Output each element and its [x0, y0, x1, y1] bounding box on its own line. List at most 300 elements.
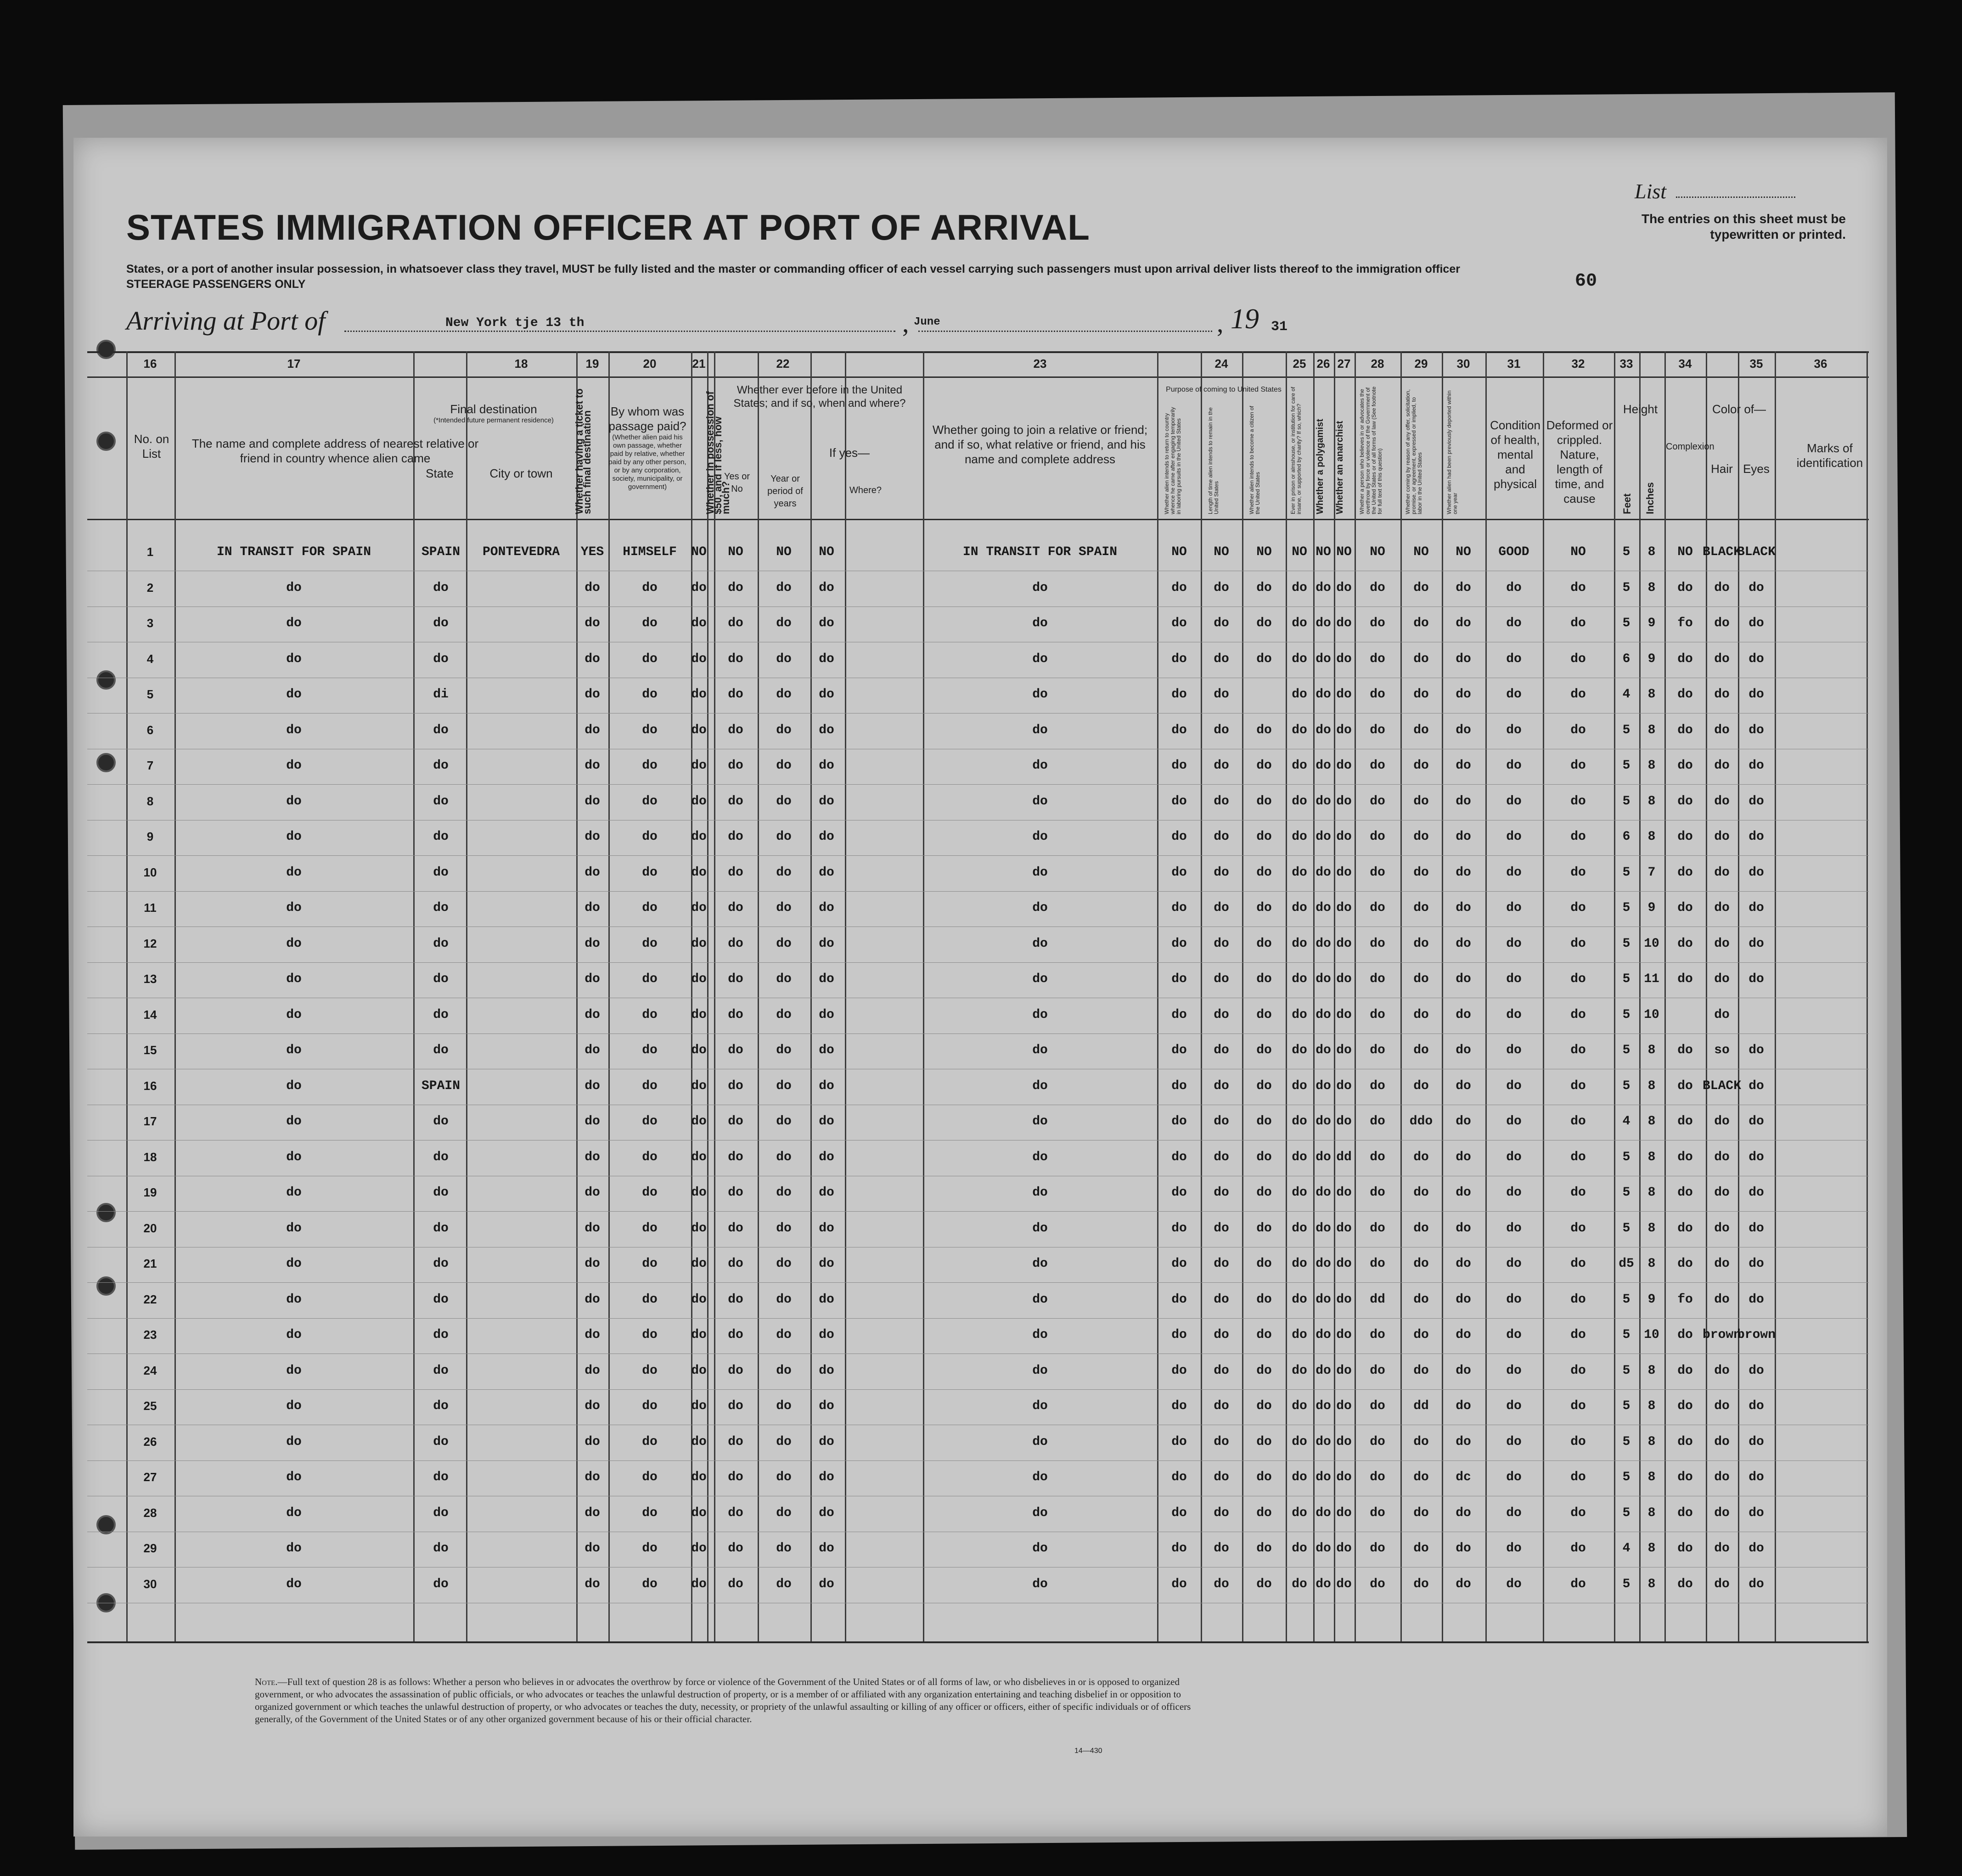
cell-overthrow: do — [1370, 1007, 1385, 1022]
cell-nearest-relative: do — [286, 1328, 302, 1342]
cell-deformed: do — [1570, 1185, 1586, 1200]
binder-hole — [96, 670, 116, 690]
cell-complexion: do — [1677, 865, 1693, 880]
page-title: STATES IMMIGRATION OFFICER AT PORT OF ARRIVAL — [126, 207, 1090, 247]
cell-deported: do — [1456, 1007, 1471, 1022]
cell-where: do — [819, 936, 834, 951]
cell-anarchist: do — [1336, 1078, 1352, 1093]
cell-nearest-relative: do — [286, 758, 302, 773]
cell-height-feet: 5 — [1622, 1150, 1630, 1164]
cell-row-number: 16 — [143, 1078, 157, 1093]
header-complexion: Complexion — [1666, 442, 1715, 452]
cell-deported: do — [1456, 1114, 1471, 1129]
cell-ever-before: do — [728, 1114, 743, 1129]
column-rule — [707, 351, 708, 1641]
cell-prison: do — [1292, 1328, 1307, 1342]
cell-hair-color: do — [1714, 936, 1730, 951]
cell-where: do — [819, 616, 834, 630]
cell-hair-color: do — [1714, 1505, 1730, 1520]
column-rule — [845, 351, 846, 1641]
cell-row-number: 30 — [143, 1577, 157, 1591]
header-deported: Whether alien had been previously deported within one year — [1446, 390, 1458, 514]
cell-money: do — [691, 936, 707, 951]
cell-where: do — [819, 1150, 834, 1164]
cell-where: do — [819, 794, 834, 809]
cell-purpose-return: do — [1171, 1434, 1187, 1449]
cell-prison: do — [1292, 687, 1307, 702]
cell-year-period: do — [776, 758, 792, 773]
cell-height-inches: 8 — [1647, 1399, 1656, 1413]
cell-deformed: do — [1570, 723, 1586, 737]
cell-polygamist: do — [1315, 1363, 1331, 1378]
cell-purpose-length: do — [1214, 1399, 1229, 1413]
cell-health: do — [1506, 865, 1522, 880]
cell-labor-offer: do — [1413, 1434, 1429, 1449]
cell-deformed: do — [1570, 901, 1586, 915]
cell-complexion: do — [1677, 687, 1693, 702]
binder-hole — [96, 1593, 116, 1612]
cell-deported: do — [1456, 1292, 1471, 1307]
comma: , — [902, 308, 909, 338]
cell-deformed: do — [1570, 865, 1586, 880]
cell-overthrow: do — [1370, 936, 1385, 951]
cell-height-inches: 8 — [1647, 1150, 1656, 1164]
cell-nearest-relative: do — [286, 972, 302, 986]
binder-hole — [96, 1203, 116, 1222]
cell-passage-paid-by: do — [642, 1007, 658, 1022]
cell-deported: do — [1456, 936, 1471, 951]
cell-where: do — [819, 580, 834, 595]
cell-purpose-citizen: do — [1256, 1007, 1272, 1022]
cell-labor-offer: do — [1413, 901, 1429, 915]
cell-height-feet: 5 — [1622, 1185, 1630, 1200]
cell-purpose-citizen: do — [1256, 758, 1272, 773]
cell-labor-offer: do — [1413, 865, 1429, 880]
cell-ticket: do — [585, 1470, 600, 1484]
cell-polygamist: do — [1315, 1399, 1331, 1413]
cell-height-inches: 8 — [1647, 1470, 1656, 1484]
cell-join-relative: do — [1032, 1541, 1048, 1556]
cell-height-inches: 8 — [1647, 687, 1656, 702]
cell-complexion: do — [1677, 1541, 1693, 1556]
column-number: 25 — [1293, 357, 1306, 371]
header-overthrow: Whether a person who believes in or advocates the overthrow by force or violence of the Government of the United States or of all forms of law (See footnote for full text of this question) — [1359, 386, 1383, 514]
cell-polygamist: do — [1315, 1150, 1331, 1164]
cell-eye-color: do — [1748, 723, 1764, 737]
cell-hair-color: do — [1714, 865, 1730, 880]
cell-health: do — [1506, 723, 1522, 737]
cell-health: do — [1506, 901, 1522, 915]
row-rule — [87, 784, 1869, 785]
cell-health: do — [1506, 758, 1522, 773]
cell-passage-paid-by: do — [642, 1434, 658, 1449]
cell-height-feet: 5 — [1622, 1363, 1630, 1378]
cell-ticket: do — [585, 901, 600, 915]
column-rule — [1355, 351, 1356, 1641]
cell-passage-paid-by: do — [642, 652, 658, 666]
cell-hair-color: BLACK — [1702, 1078, 1742, 1093]
cell-ticket: do — [585, 1257, 600, 1271]
cell-height-feet: 6 — [1622, 652, 1630, 666]
cell-destination-state: di — [433, 687, 449, 702]
cell-labor-offer: do — [1413, 794, 1429, 809]
cell-labor-offer: do — [1413, 723, 1429, 737]
cell-destination-state: do — [433, 794, 449, 809]
cell-purpose-return: NO — [1171, 545, 1187, 559]
cell-deformed: do — [1570, 1114, 1586, 1129]
cell-hair-color: BLACK — [1702, 545, 1742, 559]
header-ever-before: Whether ever before in the United States; and if so, when and where? — [733, 384, 906, 410]
cell-purpose-length: do — [1214, 1185, 1229, 1200]
cell-money: do — [691, 687, 707, 702]
cell-prison: do — [1292, 616, 1307, 630]
cell-year-period: do — [776, 901, 792, 915]
cell-height-feet: 5 — [1622, 901, 1630, 915]
cell-eye-color: do — [1748, 1150, 1764, 1164]
cell-year-period: do — [776, 1292, 792, 1307]
cell-health: do — [1506, 1399, 1522, 1413]
cell-money: do — [691, 1292, 707, 1307]
cell-height-inches: 9 — [1647, 616, 1656, 630]
cell-eye-color: brown — [1737, 1328, 1776, 1342]
cell-health: do — [1506, 972, 1522, 986]
cell-money: do — [691, 901, 707, 915]
cell-purpose-return: do — [1171, 1363, 1187, 1378]
cell-ever-before: do — [728, 1541, 743, 1556]
column-rule — [1664, 351, 1666, 1641]
cell-eye-color: do — [1748, 1434, 1764, 1449]
cell-passage-paid-by: do — [642, 1043, 658, 1057]
cell-eye-color: do — [1748, 794, 1764, 809]
cell-ever-before: do — [728, 1185, 743, 1200]
header-ticket: Whether having a ticket to such final destination — [573, 388, 593, 514]
cell-ticket: do — [585, 1399, 600, 1413]
cell-labor-offer: do — [1413, 1470, 1429, 1484]
cell-purpose-length: do — [1214, 1114, 1229, 1129]
cell-labor-offer: do — [1413, 1221, 1429, 1236]
cell-ticket: do — [585, 1150, 600, 1164]
header-passage-paid — [606, 404, 689, 491]
cell-purpose-citizen: do — [1256, 1185, 1272, 1200]
cell-where: do — [819, 1078, 834, 1093]
cell-year-period: do — [776, 1505, 792, 1520]
cell-row-number: 23 — [143, 1328, 157, 1342]
cell-money: do — [691, 723, 707, 737]
cell-health: do — [1506, 1007, 1522, 1022]
cell-ticket: do — [585, 652, 600, 666]
cell-join-relative: do — [1032, 1043, 1048, 1057]
cell-health: do — [1506, 580, 1522, 595]
cell-money: do — [691, 1434, 707, 1449]
cell-hair-color: do — [1714, 1399, 1730, 1413]
cell-purpose-return: do — [1171, 1399, 1187, 1413]
cell-join-relative: do — [1032, 901, 1048, 915]
column-rule — [1201, 351, 1202, 1641]
cell-destination-state: do — [433, 1363, 449, 1378]
column-rule — [174, 351, 176, 1641]
cell-anarchist: do — [1336, 1363, 1352, 1378]
cell-purpose-return: do — [1171, 794, 1187, 809]
cell-deformed: do — [1570, 1257, 1586, 1271]
cell-year-period: do — [776, 1078, 792, 1093]
cell-ticket: do — [585, 1043, 600, 1057]
cell-destination-state: SPAIN — [421, 1078, 461, 1093]
cell-ticket: do — [585, 794, 600, 809]
cell-health: do — [1506, 1150, 1522, 1164]
cell-overthrow: do — [1370, 972, 1385, 986]
cell-passage-paid-by: do — [642, 1399, 658, 1413]
cell-purpose-citizen: NO — [1256, 545, 1272, 559]
cell-prison: do — [1292, 1399, 1307, 1413]
cell-destination-state: do — [433, 758, 449, 773]
cell-complexion: do — [1677, 972, 1693, 986]
cell-deformed: do — [1570, 972, 1586, 986]
cell-destination-state: SPAIN — [421, 545, 461, 559]
cell-height-feet: 4 — [1622, 1541, 1630, 1556]
cell-passage-paid-by: do — [642, 972, 658, 986]
cell-ever-before: do — [728, 1577, 743, 1591]
cell-anarchist: do — [1336, 758, 1352, 773]
cell-health: do — [1506, 616, 1522, 630]
cell-deported: do — [1456, 1399, 1471, 1413]
row-rule — [87, 1282, 1869, 1283]
cell-ever-before: do — [728, 758, 743, 773]
cell-purpose-return: do — [1171, 1043, 1187, 1057]
cell-destination-state: do — [433, 652, 449, 666]
cell-row-number: 6 — [146, 723, 154, 737]
cell-join-relative: do — [1032, 652, 1048, 666]
cell-health: do — [1506, 936, 1522, 951]
cell-eye-color: do — [1748, 830, 1764, 844]
cell-overthrow: do — [1370, 580, 1385, 595]
cell-join-relative: do — [1032, 1221, 1048, 1236]
cell-deformed: do — [1570, 1078, 1586, 1093]
cell-ever-before: do — [728, 1328, 743, 1342]
cell-polygamist: do — [1315, 1434, 1331, 1449]
cell-destination-state: do — [433, 1150, 449, 1164]
cell-join-relative: do — [1032, 1399, 1048, 1413]
cell-deported: dc — [1456, 1470, 1471, 1484]
cell-ticket: do — [585, 1328, 600, 1342]
cell-height-feet: 5 — [1622, 1221, 1630, 1236]
cell-ticket: do — [585, 1363, 600, 1378]
cell-prison: do — [1292, 1257, 1307, 1271]
cell-hair-color: do — [1714, 1114, 1730, 1129]
cell-join-relative: do — [1032, 1185, 1048, 1200]
cell-ticket: do — [585, 1292, 600, 1307]
cell-complexion: do — [1677, 723, 1693, 737]
cell-nearest-relative: IN TRANSIT FOR SPAIN — [216, 545, 371, 559]
cell-where: do — [819, 1292, 834, 1307]
cell-complexion: do — [1677, 1257, 1693, 1271]
cell-eye-color: do — [1748, 1257, 1764, 1271]
cell-money: do — [691, 1185, 707, 1200]
header-no-on-list: No. on List — [134, 432, 169, 461]
cell-join-relative: do — [1032, 1007, 1048, 1022]
cell-row-number: 22 — [143, 1292, 157, 1306]
cell-nearest-relative: do — [286, 687, 302, 702]
cell-height-inches: 8 — [1647, 1541, 1656, 1556]
cell-labor-offer: do — [1413, 758, 1429, 773]
cell-passage-paid-by: do — [642, 865, 658, 880]
cell-height-feet: 5 — [1622, 580, 1630, 595]
cell-polygamist: do — [1315, 1043, 1331, 1057]
row-rule — [87, 1460, 1869, 1461]
cell-ever-before: do — [728, 865, 743, 880]
cell-ever-before: do — [728, 972, 743, 986]
cell-destination-city: PONTEVEDRA — [482, 545, 560, 559]
cell-overthrow: dd — [1370, 1292, 1385, 1307]
cell-purpose-citizen: do — [1256, 1292, 1272, 1307]
cell-hair-color: do — [1714, 794, 1730, 809]
cell-purpose-return: do — [1171, 1577, 1187, 1591]
cell-year-period: do — [776, 1114, 792, 1129]
cell-year-period: do — [776, 794, 792, 809]
cell-where: do — [819, 1363, 834, 1378]
cell-ever-before: do — [728, 616, 743, 630]
column-number: 34 — [1678, 357, 1692, 371]
cell-prison: do — [1292, 1505, 1307, 1520]
cell-where: do — [819, 972, 834, 986]
cell-deformed: do — [1570, 1470, 1586, 1484]
cell-polygamist: do — [1315, 1541, 1331, 1556]
cell-passage-paid-by: do — [642, 794, 658, 809]
cell-eye-color: do — [1748, 1221, 1764, 1236]
header-polygamist: Whether a polygamist — [1315, 419, 1325, 514]
cell-overthrow: do — [1370, 616, 1385, 630]
cell-health: do — [1506, 1470, 1522, 1484]
column-number: 19 — [585, 357, 599, 371]
cell-passage-paid-by: do — [642, 1257, 658, 1271]
cell-height-inches: 7 — [1647, 865, 1656, 880]
cell-height-inches: 8 — [1647, 794, 1656, 809]
header-nearest-relative: The name and complete address of nearest relative or friend in country whence alien came — [191, 437, 479, 465]
cell-health: do — [1506, 1114, 1522, 1129]
cell-complexion: do — [1677, 1221, 1693, 1236]
cell-deported: do — [1456, 901, 1471, 915]
cell-where: do — [819, 1221, 834, 1236]
cell-height-inches: 8 — [1647, 1185, 1656, 1200]
cell-labor-offer: do — [1413, 1577, 1429, 1591]
cell-overthrow: do — [1370, 1221, 1385, 1236]
column-rule — [1242, 351, 1243, 1641]
cell-join-relative: do — [1032, 723, 1048, 737]
cell-prison: do — [1292, 1078, 1307, 1093]
cell-passage-paid-by: do — [642, 1221, 658, 1236]
cell-purpose-return: do — [1171, 580, 1187, 595]
cell-nearest-relative: do — [286, 1470, 302, 1484]
cell-join-relative: IN TRANSIT FOR SPAIN — [962, 545, 1118, 559]
cell-nearest-relative: do — [286, 901, 302, 915]
cell-passage-paid-by: do — [642, 1150, 658, 1164]
cell-complexion: do — [1677, 901, 1693, 915]
form-number: 14—430 — [1074, 1747, 1102, 1755]
cell-health: GOOD — [1498, 545, 1529, 559]
cell-eye-color: do — [1748, 1470, 1764, 1484]
cell-ticket: do — [585, 1078, 600, 1093]
column-number: 36 — [1814, 357, 1827, 371]
cell-nearest-relative: do — [286, 580, 302, 595]
cell-money: do — [691, 1221, 707, 1236]
cell-ticket: do — [585, 1577, 600, 1591]
column-number: 35 — [1749, 357, 1763, 371]
cell-eye-color: do — [1748, 758, 1764, 773]
cell-year-period: do — [776, 1399, 792, 1413]
cell-ticket: do — [585, 936, 600, 951]
cell-ticket: do — [585, 758, 600, 773]
cell-destination-state: do — [433, 1221, 449, 1236]
cell-hair-color: do — [1714, 1185, 1730, 1200]
cell-money: do — [691, 1363, 707, 1378]
cell-year-period: do — [776, 1150, 792, 1164]
cell-labor-offer: do — [1413, 652, 1429, 666]
cell-hair-color: do — [1714, 972, 1730, 986]
cell-anarchist: do — [1336, 1185, 1352, 1200]
year-prefix: 19 — [1231, 303, 1259, 335]
cell-polygamist: do — [1315, 1114, 1331, 1129]
cell-prison: do — [1292, 580, 1307, 595]
cell-purpose-citizen: do — [1256, 1078, 1272, 1093]
cell-deported: do — [1456, 1150, 1471, 1164]
cell-year-period: do — [776, 936, 792, 951]
cell-ever-before: do — [728, 1505, 743, 1520]
footnote — [255, 1676, 1219, 1725]
cell-prison: do — [1292, 1043, 1307, 1057]
column-number: 26 — [1316, 357, 1330, 371]
header-city: City or town — [489, 466, 553, 480]
cell-complexion: do — [1677, 1185, 1693, 1200]
column-rule — [758, 351, 759, 1641]
cell-nearest-relative: do — [286, 1399, 302, 1413]
passage-paid-note: (Whether alien paid his own passage, whether paid by relative, whether paid by any other person, or by any corporation, society, municipality, or government) — [608, 433, 686, 491]
cell-eye-color: do — [1748, 901, 1764, 915]
cell-eye-color: do — [1748, 1078, 1764, 1093]
column-number: 20 — [643, 357, 657, 371]
cell-height-inches: 8 — [1647, 1505, 1656, 1520]
cell-anarchist: do — [1336, 936, 1352, 951]
cell-purpose-citizen: do — [1256, 1505, 1272, 1520]
cell-prison: do — [1292, 972, 1307, 986]
cell-purpose-return: do — [1171, 1505, 1187, 1520]
cell-passage-paid-by: do — [642, 1328, 658, 1342]
cell-polygamist: do — [1315, 1185, 1331, 1200]
cell-purpose-return: do — [1171, 1221, 1187, 1236]
cell-hair-color: do — [1714, 580, 1730, 595]
binder-hole — [96, 753, 116, 772]
cell-height-feet: 5 — [1622, 794, 1630, 809]
cell-destination-state: do — [433, 1470, 449, 1484]
cell-passage-paid-by: do — [642, 580, 658, 595]
cell-deformed: do — [1570, 580, 1586, 595]
cell-join-relative: do — [1032, 1292, 1048, 1307]
cell-where: do — [819, 1328, 834, 1342]
cell-ticket: do — [585, 1185, 600, 1200]
cell-overthrow: do — [1370, 1257, 1385, 1271]
cell-polygamist: do — [1315, 687, 1331, 702]
cell-row-number: 28 — [143, 1505, 157, 1520]
cell-deported: do — [1456, 865, 1471, 880]
cell-anarchist: do — [1336, 794, 1352, 809]
cell-labor-offer: do — [1413, 1078, 1429, 1093]
cell-where: do — [819, 687, 834, 702]
cell-height-feet: 5 — [1622, 1007, 1630, 1022]
cell-row-number: 15 — [143, 1043, 157, 1057]
cell-money: do — [691, 794, 707, 809]
header-deformed: Deformed or crippled. Nature, length of time, and cause — [1546, 418, 1613, 506]
column-rule — [1614, 351, 1615, 1641]
cell-destination-state: do — [433, 1185, 449, 1200]
cell-nearest-relative: do — [286, 865, 302, 880]
